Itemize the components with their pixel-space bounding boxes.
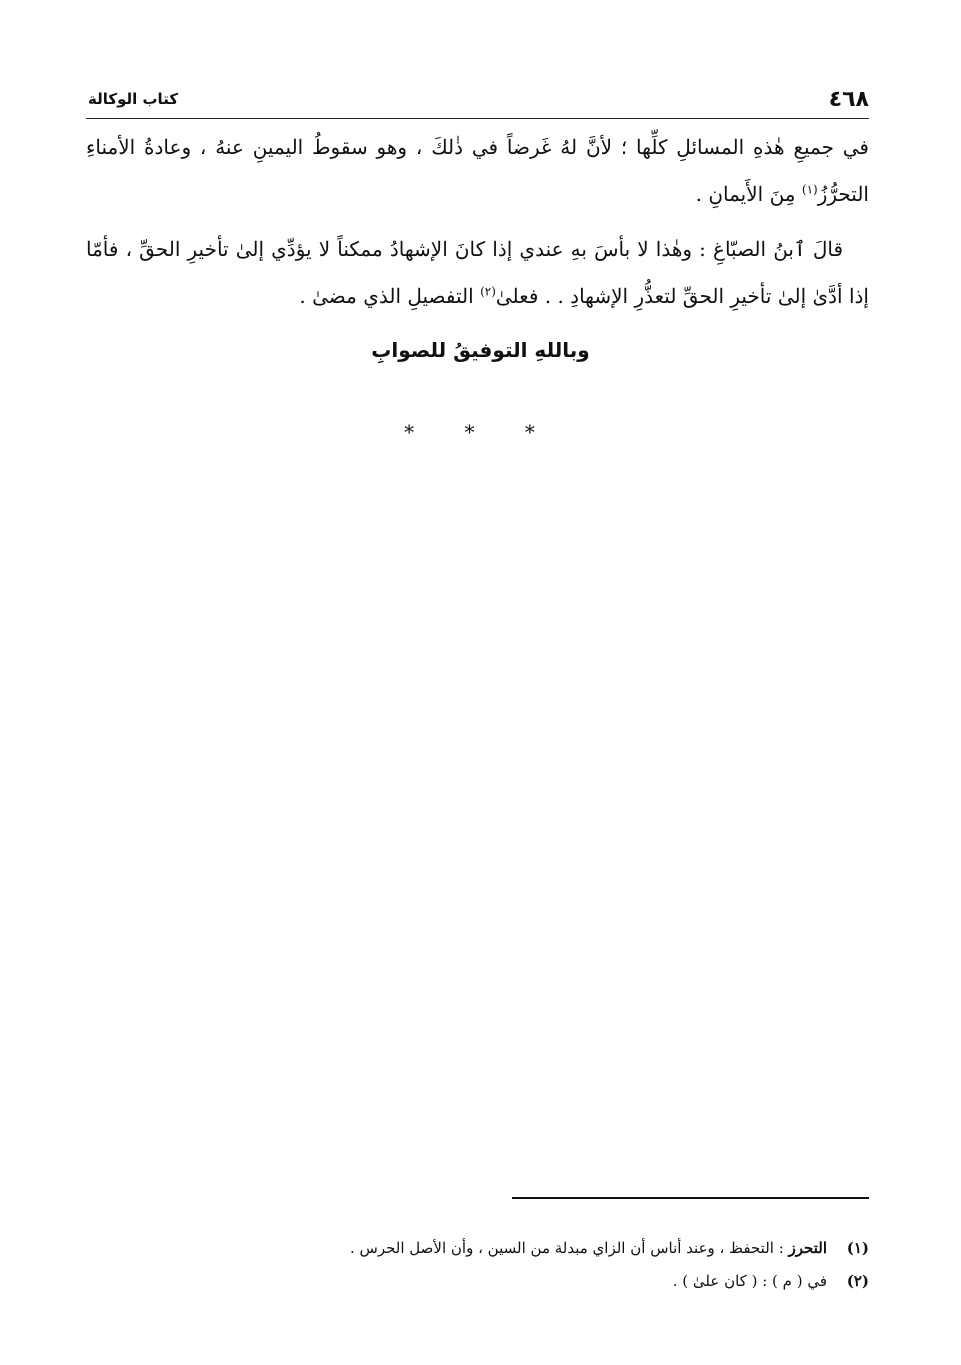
- header-rule: [86, 118, 869, 119]
- main-text: [86, 124, 869, 320]
- running-title: كتاب الوكالة: [88, 90, 179, 108]
- section-ornament: * * *: [404, 420, 557, 444]
- footnote-ref-2[interactable]: (٢): [480, 284, 496, 299]
- footnotes: [86, 1232, 869, 1298]
- footnote-1-number: (١): [846, 1239, 869, 1257]
- page-number: ٤٦٨: [828, 86, 869, 112]
- footnote-1-text: : التحفظ ، وعند أناس أن الزاي مبدلة من السين ، وأن الأصل الحرس .: [349, 1239, 789, 1257]
- paragraph-1-text-b: مِنَ الأَيمانِ .: [695, 182, 802, 206]
- footnote-ref-1[interactable]: (١): [801, 182, 818, 197]
- footnote-2-text: في ( م ) : ( كان علىٰ ) .: [672, 1272, 827, 1290]
- closing-formula: وباللهِ التوفيقُ للصوابِ: [371, 338, 590, 362]
- footnote-1-term: التحرز: [788, 1239, 827, 1257]
- paragraph-2-text-a: قالَ ٱبنُ الصبّاغِ : وهٰذا لا بأسَ بهِ عندي إذا كانَ الإشهادُ ممكناً لا يؤدِّي إلىٰ تأخيرِ الحقِّ ، فأمّا إذا أدَّىٰ إلىٰ تأخيرِ الحقِّ لتعذُّرِ الإشهادِ . . فعلىٰ: [86, 237, 869, 308]
- footnote-1: [86, 1232, 869, 1265]
- page-header: [88, 84, 869, 114]
- footnote-1-body: [350, 1232, 827, 1265]
- paragraph-1-text-a: في جميعِ هٰذهِ المسائلِ كلِّها ؛ لأنَّ لهُ غَرضاً في ذٰلكَ ، وهو سقوطُ اليمينِ عنهُ ، وعادةُ الأمناءِ التحرُّزُ: [86, 135, 869, 206]
- paragraph-2-text-b: التفصيلِ الذي مضىٰ .: [299, 284, 481, 308]
- footnote-2: [86, 1265, 869, 1298]
- paragraph-1: [86, 124, 869, 218]
- footnote-2-body: [673, 1265, 827, 1298]
- footnote-2-number: (٢): [846, 1272, 869, 1290]
- footnote-separator: [512, 1197, 869, 1199]
- paragraph-2: [86, 226, 869, 320]
